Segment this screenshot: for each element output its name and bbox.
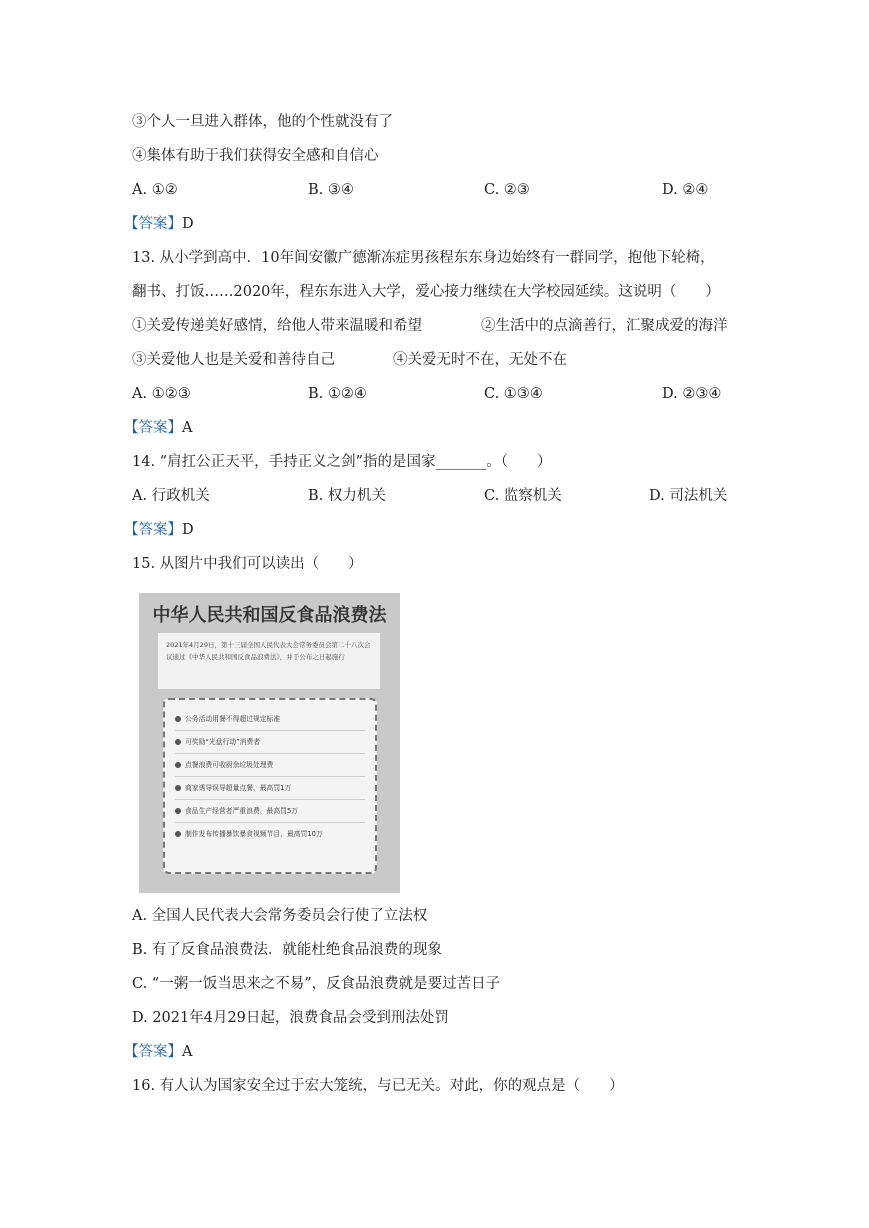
bullet-icon xyxy=(175,762,181,768)
figure-item: 可奖励“光盘行动”消费者 xyxy=(175,731,365,754)
figure-item: 食品生产经营者严重浪费，最高罚5万 xyxy=(175,800,365,823)
bullet-icon xyxy=(175,739,181,745)
q15-answer: 【答案】A xyxy=(124,1044,193,1060)
q13-answer: 【答案】A xyxy=(124,420,193,436)
q12-statement-3: ③个人一旦进入群体，他的个性就没有了 xyxy=(132,114,393,130)
q13-statement-1: ①关爱传递美好感情，给他人带来温暖和希望 xyxy=(132,318,422,334)
food-waste-law-figure xyxy=(139,593,400,893)
q13-option-c: C. ①③④ xyxy=(484,386,543,402)
q15-stem: 15. 从图片中我们可以读出（ ） xyxy=(132,556,363,572)
q13-stem-line-2: 翻书、打饭……2020年，程东东进入大学，爱心接力继续在大学校园延续。这说明（ ） xyxy=(132,284,720,300)
q12-option-d: D. ②④ xyxy=(662,182,709,198)
q12-option-c: C. ②③ xyxy=(484,182,530,198)
q14-answer: 【答案】D xyxy=(124,522,194,538)
q13-statement-2: ②生活中的点滴善行，汇聚成爱的海洋 xyxy=(481,318,728,334)
figure-provisions-box xyxy=(163,698,377,874)
figure-title: 中华人民共和国反食品浪费法 xyxy=(152,605,387,626)
q12-option-b: B. ③④ xyxy=(308,182,354,198)
q13-statement-4: ④关爱无时不在，无处不在 xyxy=(393,352,567,368)
q13-option-b: B. ①②④ xyxy=(308,386,367,402)
bullet-icon xyxy=(175,808,181,814)
figure-item: 制作发布传播暴饮暴食视频节目，最高罚10万 xyxy=(175,823,365,845)
q13-option-d: D. ②③④ xyxy=(662,386,722,402)
q14-option-c: C. 监察机关 xyxy=(484,488,562,504)
figure-item: 点餐浪费可收厨余垃圾处理费 xyxy=(175,754,365,777)
q14-option-b: B. 权力机关 xyxy=(308,488,386,504)
bullet-icon xyxy=(175,831,181,837)
figure-intro: 2021年4月29日，第十三届全国人民代表大会常务委员会第二十八次会议通过《中华人民共和国反食品浪费法》，并于公布之日起施行 xyxy=(158,633,380,689)
bullet-icon xyxy=(175,785,181,791)
q12-option-a: A. ①② xyxy=(132,182,178,198)
q12-answer: 【答案】D xyxy=(124,216,194,232)
q15-option-b: B. 有了反食品浪费法．就能杜绝食品浪费的现象 xyxy=(132,942,442,958)
q14-option-a: A. 行政机关 xyxy=(132,488,210,504)
figure-item: 公务活动用餐不得超过规定标准 xyxy=(175,708,365,731)
q14-stem: 14. “肩扛公正天平，手持正义之剑”指的是国家_______。（ ） xyxy=(132,454,552,470)
q15-option-a: A. 全国人民代表大会常务委员会行使了立法权 xyxy=(132,908,428,924)
q13-option-a: A. ①②③ xyxy=(132,386,191,402)
q12-statement-4: ④集体有助于我们获得安全感和自信心 xyxy=(132,148,379,164)
q13-statement-3: ③关爱他人也是关爱和善待自己 xyxy=(132,352,335,368)
figure-item: 商家诱导误导超量点餐，最高罚1万 xyxy=(175,777,365,800)
q16-stem: 16. 有人认为国家安全过于宏大笼统，与已无关。对此，你的观点是（ ） xyxy=(132,1078,624,1094)
q15-option-d: D. 2021年4月29日起，浪费食品会受到刑法处罚 xyxy=(132,1010,449,1026)
bullet-icon xyxy=(175,716,181,722)
q13-stem-line-1: 13. 从小学到高中．10年间安徽广德渐冻症男孩程东东身边始终有一群同学，抱他下轮椅， xyxy=(132,250,715,266)
q14-option-d: D. 司法机关 xyxy=(649,488,728,504)
q15-option-c: C. “一粥一饭当思来之不易”，反食品浪费就是要过苦日子 xyxy=(132,976,501,992)
